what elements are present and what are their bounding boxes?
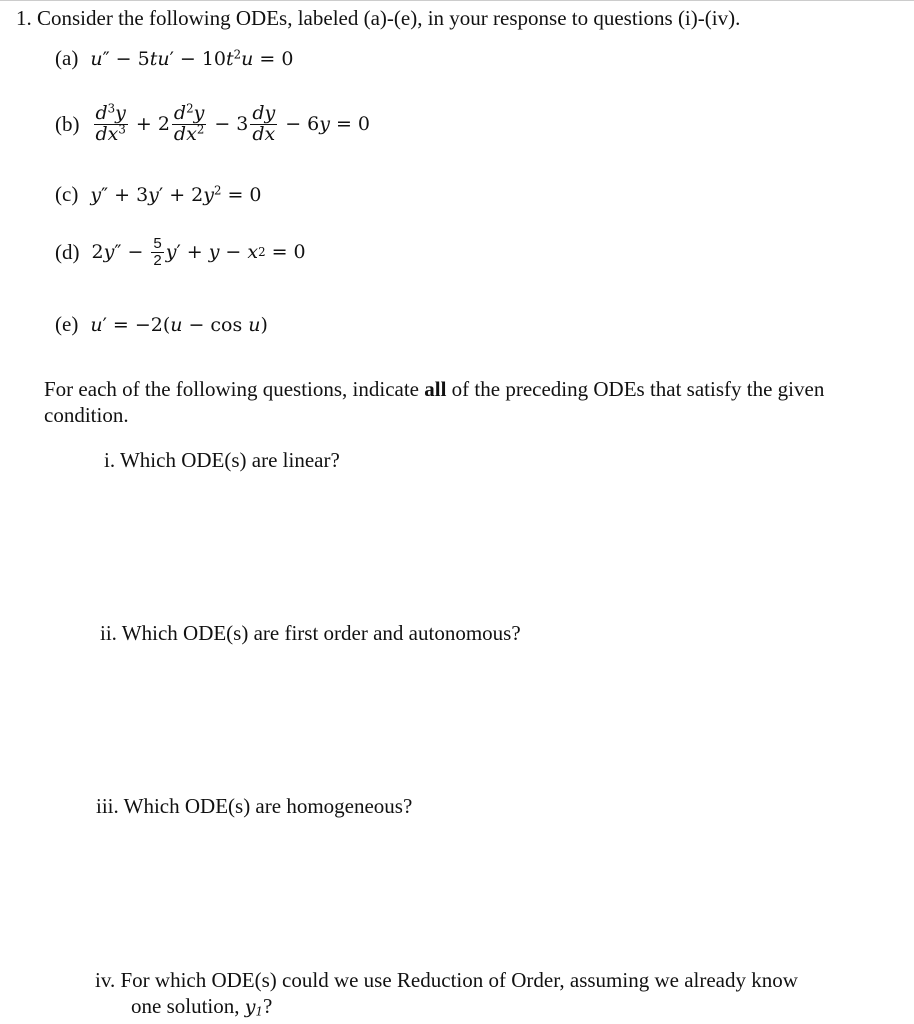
equation-c-math: $y'' + 3y' + 2y^2 = 0$ <box>90 183 262 206</box>
question-text: Which ODE(s) are homogeneous? <box>123 794 413 818</box>
question-number: iii. <box>96 794 119 818</box>
question-iii <box>96 794 412 819</box>
equation-label: (a) <box>55 46 79 70</box>
equation-d-math: 2 y ″ − $\frac{5}{2}$ y ′ + y − x 2 = 0 <box>91 235 306 269</box>
question-i <box>104 448 340 473</box>
problem-intro: Consider the following ODEs, labeled (a)-(e), in your response to questions (i)-(iv). <box>37 6 741 30</box>
equation-a-math: $u'' - 5tu' - 10t^2u = 0$ <box>90 47 294 70</box>
question-iv <box>95 968 798 993</box>
question-iv-line2: one solution, $y_1$? <box>131 994 273 1019</box>
equation-label: (c) <box>55 182 79 206</box>
fraction: $\frac{d^3y}{dx^3}$ <box>95 101 126 145</box>
top-border <box>0 0 914 1</box>
equation-a <box>55 46 293 71</box>
fraction: $\frac{dy}{dx}$ <box>252 102 276 145</box>
equation-c <box>55 182 262 207</box>
instructions: For each of the following questions, indicate all of the preceding ODEs that satisfy the given condition. <box>44 377 825 427</box>
equation-b <box>55 101 371 145</box>
fraction: $\frac{5}{2}$ <box>153 235 162 269</box>
question-text-line2: one solution, <box>131 994 245 1018</box>
equation-label: (e) <box>55 312 79 336</box>
question-text: Which ODE(s) are first order and autonomous? <box>121 621 521 645</box>
emphasis-all: all <box>424 377 447 401</box>
question-text-line1: For which ODE(s) could we use Reduction of Order, assuming we already know <box>120 968 798 992</box>
question-number: iv. <box>95 968 116 992</box>
equation-e <box>55 312 268 337</box>
problem-number: 1. <box>16 6 32 30</box>
problem-header <box>16 6 740 31</box>
question-number: ii. <box>100 621 117 645</box>
question-ii <box>100 621 521 646</box>
equation-d <box>55 236 306 269</box>
y1-symbol: $y_1$ <box>244 996 263 1019</box>
question-number: i. <box>104 448 116 472</box>
fraction: $\frac{d^2y}{dx^2}$ <box>173 101 205 145</box>
equation-e-math: u′ = −2(u − cos u) <box>90 313 268 336</box>
equation-label: (b) <box>55 111 80 136</box>
equation-b-math: $\frac{d^3y}{dx^3}$ + 2 $\frac{d^2y}{dx^2}$ − 3 $\frac{dy}{dx}$ − 6 y = 0 <box>95 101 371 145</box>
equation-label: (d) <box>55 239 80 264</box>
question-text: Which ODE(s) are linear? <box>119 448 340 472</box>
